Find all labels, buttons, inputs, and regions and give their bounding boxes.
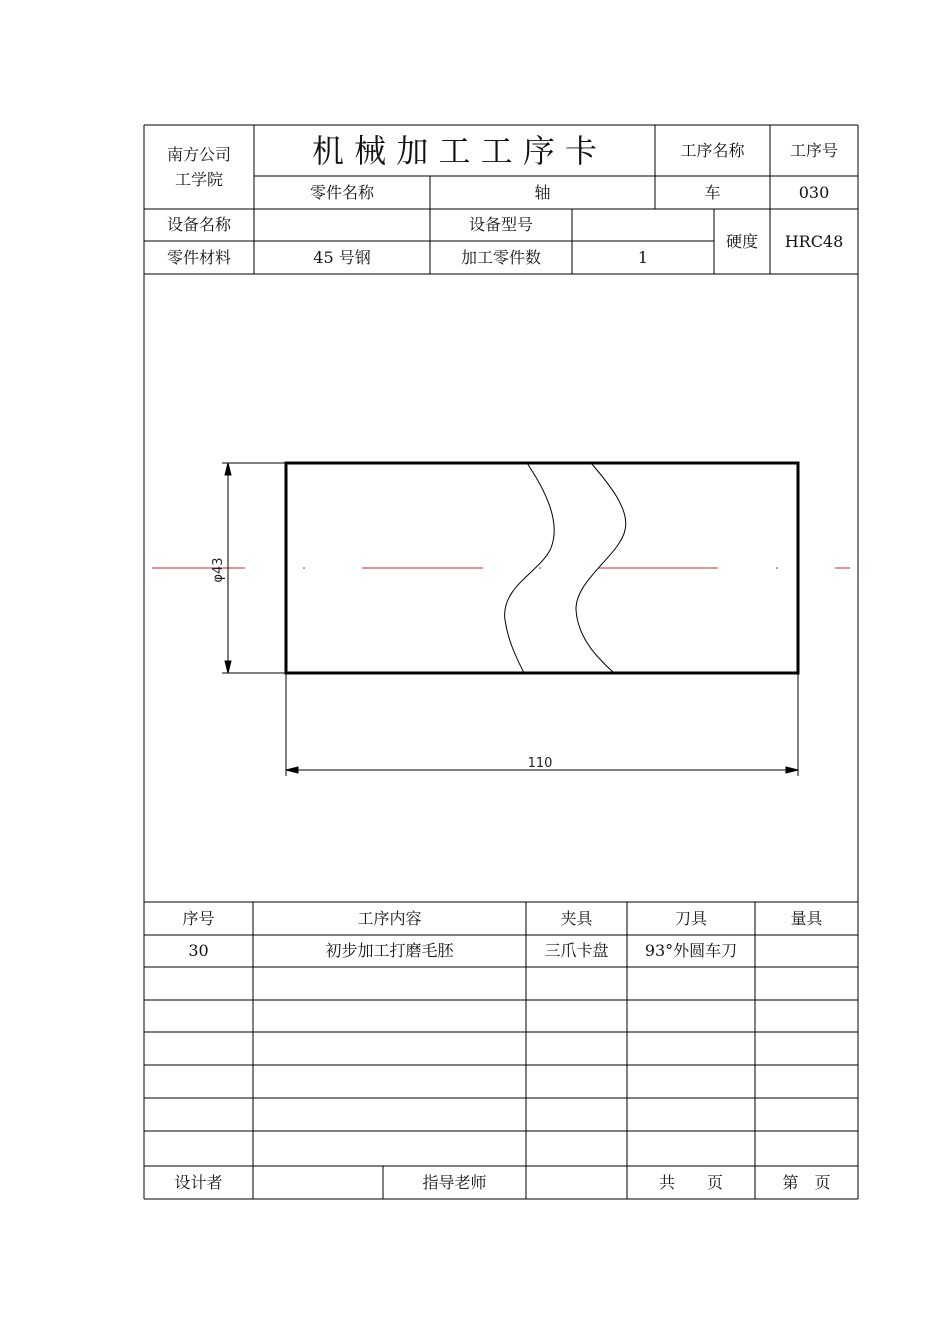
hardness-value: HRC48	[784, 231, 844, 251]
quantity-label: 加工零件数	[460, 247, 541, 267]
equipment-name-label: 设备名称	[166, 215, 231, 234]
equipment-model-label: 设备型号	[468, 215, 533, 234]
col-header-tool: 刀具	[674, 908, 707, 928]
row-fixture: 三爪卡盘	[544, 941, 609, 960]
row-content: 初步加工打磨毛胚	[325, 941, 454, 960]
row-gauge	[755, 935, 858, 967]
page-number: 第 页	[782, 1172, 831, 1192]
process-no-value: 030	[798, 182, 830, 202]
school-name-line2: 工学院	[174, 170, 223, 189]
part-name-label: 零件名称	[309, 182, 374, 202]
process-no-label: 工序号	[789, 140, 838, 160]
process-name-value: 车	[704, 182, 721, 202]
col-header-fixture: 夹具	[560, 908, 593, 928]
break-line-left	[505, 463, 555, 673]
col-header-seq: 序号	[182, 908, 215, 928]
material-value: 45 号钢	[313, 247, 371, 267]
row-tool: 93°外圆车刀	[644, 941, 738, 960]
advisor-value	[526, 1166, 627, 1199]
quantity-value: 1	[637, 247, 649, 267]
process-name-label: 工序名称	[680, 140, 745, 160]
material-label: 零件材料	[166, 247, 231, 267]
col-header-gauge: 量具	[790, 908, 823, 928]
length-label: 110	[527, 756, 553, 771]
row-seq: 30	[188, 941, 209, 960]
school-name-line1: 南方公司	[166, 145, 231, 164]
designer-value	[253, 1166, 383, 1199]
designer-label: 设计者	[174, 1172, 223, 1192]
advisor-label: 指导老师	[422, 1172, 487, 1192]
hardness-label: 硬度	[725, 231, 758, 251]
col-header-content: 工序内容	[357, 908, 422, 928]
total-pages: 共 页	[658, 1172, 723, 1192]
diameter-label: φ43	[211, 557, 226, 583]
card-title: 机 械 加 工 工 序 卡	[311, 131, 598, 170]
part-name-value: 轴	[534, 182, 551, 202]
